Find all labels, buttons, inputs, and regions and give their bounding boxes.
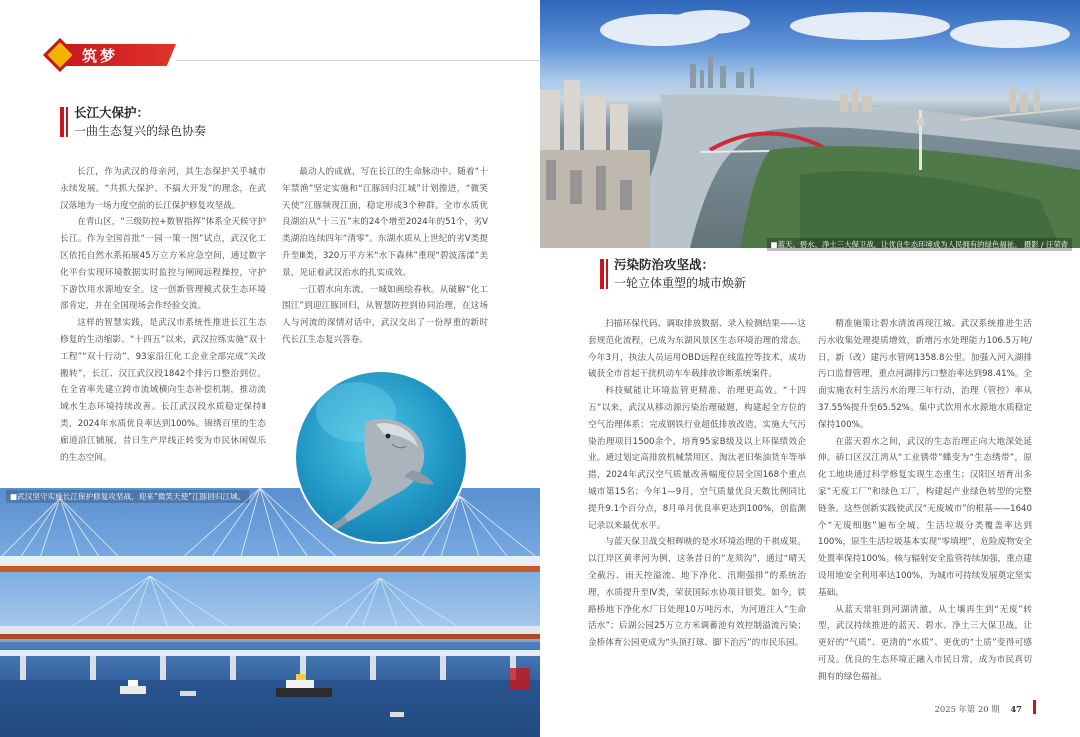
left-headline [60,104,206,140]
header-rule [176,60,540,61]
bridge-photo [0,488,540,737]
paragraph: 扫描环保代码、调取排放数据、录入检测结果——这套规范化流程，已成为东湖风景区生态环境治理的常态。今年3月，执法人员运用OBD远程在线监控等技术，成功破获全市首起干扰机动车车载排放诊断系统案件。 [588,319,806,380]
left-photo-caption: ■武汉坚守实施长江保护修复攻坚战，迎来“微笑天使”江豚回归江城。 [6,490,249,503]
headline-stripe-thin [606,259,608,289]
right-column-1 [588,316,806,652]
paragraph: 与蓝天保卫战交相辉映的是水环境治理的千祺成果。以江岸区黄孝河为例，这条昔日的“龙须沟”，通过“晴天全截污、雨天控溢流、地下净化、汛期强排”的系统治理，水质提升至Ⅳ类，荣获国际水协项目银奖。如今，铁路桥地下净化水厂日处理10万吨污水，为河道注入“生命活水”；后湖公园25万立方米调蓄池有效控制溢流污染；金桥体育公园更成为“头顶打球、脚下治污”的市民乐园。 [588,537,806,649]
right-column-2 [818,316,1032,686]
paragraph: 长江，作为武汉的母亲河，其生态保护关乎城市永续发展。“共抓大保护、不搞大开发”的理念，在武汉落地为一场力度空前的长江保护修复攻坚战。 [60,167,266,211]
paragraph: 在蓝天碧水之间，武汉的生态治理正向大地深处延伸。硚口区汉江湾从“工业锈带”蝶变为“生态绣带”，原化工地块通过科学修复实现生态重生；汉阳区培育出多家“无废工厂”和绿色工厂，构建起产业绿色转型的完整链条。这些创新实践使武汉“无废城市”的根基——1640个“无废细胞”遍布全城，生活垃圾分类覆盖率达到100%，原生生活垃圾基本实现“零填埋”，危险废物安全处置率保持100%。核与辐射安全监管持续加强，重点建设用地安全利用率达100%，为城市可持续发展奠定坚实基础。 [818,436,1032,598]
footer-red-marker [1033,700,1036,714]
paragraph: 从蓝天常驻到河湖清澈，从土壤再生到“无废”转型，武汉持续推进的蓝天、碧水、净土三大保卫战，让更好的“气质”、更清的“水质”、更优的“土质”变得可感可及。优良的生态环境正融入市民日常，成为市民真切拥有的绿色福祉。 [818,604,1032,682]
paragraph: 科技赋能让环境监管更精准、治理更高效。“十四五”以来，武汉从移动源污染治理破题，构建起全方位的空气治理体系：完成钢铁行业超低排放改造，实施大气污染治理项目1500余个，培育95家B级及以上环保绩效企业。通过划定高排放机械禁用区、淘汰老旧柴油货车等举措，2024年武汉空气质量改善幅度位居全国168个重点城市第15名；今年1—9月，空气质量优良天数比例同比提升9.1个百分点，8月单月优良率更达到100%，创监测记录以来最优水平。 [588,386,806,531]
left-headline-title: 长江大保护： [74,105,150,120]
section-label: 筑梦 [82,47,119,65]
paragraph: 在青山区，“三级防控+数智指挥”体系全天候守护长江。作为全国首批“一园一策一图”试点，武汉化工区依托自然水系拓展45万立方米应急空间，通过数字化平台实现环境数据实时监控与闸阀远程操控，守护下游饮用水源地安全。这一创新管理模式获生态环境部肯定，并在全国现场会作经验交流。 [60,217,266,312]
right-photo-caption: ■蓝天、碧水、净土三大保卫战，让优良生态环境成为人民拥有的绿色福祉。 摄影 / 汪荣青 [767,238,1072,251]
headline-stripe-thin [66,107,68,137]
bridge-illustration [0,488,540,737]
left-column-2 [282,164,488,349]
page-number: 47 [1010,704,1022,714]
page-footer [935,703,1022,715]
paragraph: 一江碧水向东流，一城如画绘春秋。从破解“化工围江”到迎江豚回归，从智慧防控到协同治理，在这场人与河流的深情对话中，武汉交出了一份厚重的新时代长江生态复兴答卷。 [282,284,488,345]
left-headline-subtitle: 一曲生态复兴的绿色协奏 [74,124,207,138]
section-diamond-icon [43,38,77,72]
headline-stripe [60,107,64,137]
paragraph: 最动人的成就，写在长江的生命脉动中。随着“十年禁渔”坚定实施和“江豚回归江城”计划推进，“微笑天使”江豚频现江面，稳定形成3个种群。全市水质优良湖泊从“十三五”末的24个增至2024年的51个，劣Ⅴ类湖泊连续四年“清零”。东湖水质从上世纪的劣Ⅴ类提升至Ⅲ类，320万平方米“水下森林”重现“碧波荡漾”美景，见证着武汉治水的扎实成效。 [282,167,488,278]
left-column-1 [60,164,266,466]
finless-porpoise-photo [296,372,466,542]
city-illustration [540,0,1080,248]
right-page [540,0,1080,737]
right-headline-title: 污染防治攻坚战： [614,257,715,272]
right-headline [600,256,746,292]
issue-number: 2025 年第 20 期 [934,704,1000,714]
section-badge [44,40,176,70]
right-headline-subtitle: 一轮立体重塑的城市焕新 [614,276,747,290]
porpoise-icon [296,372,466,542]
headline-stripe [600,259,604,289]
wuhan-city-photo [540,0,1080,248]
paragraph: 这样的智慧实践，是武汉市系统性推进长江生态修复的生动缩影。“十四五”以来，武汉拉练实施“双十工程”“双十行动”，93家沿江化工企业全部完成“关改搬转”，长江、汉江武汉段1842个排污口整治到位。在全省率先建立跨市流域横向生态补偿机制，推动流域水生态环境持续改善。长江武汉段水质稳定保持Ⅱ类，2024年水质优良率达到100%。锦绣百里的生态廊道沿江铺展，昔日生产岸线正转变为市民休闲娱乐的生态空间。 [60,318,266,463]
paragraph: 精准施策让碧水清流再现江城。武汉系统推进生活污水收集处理提质增效，新增污水处理能力106.5万吨/日，新（改）建污水管网1358.8公里。加强入河入湖排污口监督管理，重点河湖排污口整治率达到98.41%。全面实施农村生活污水治理三年行动，治理（管控）率从37.55%提升至65.52%。集中式饮用水水源地水质稳定保持100%。 [818,319,1032,430]
